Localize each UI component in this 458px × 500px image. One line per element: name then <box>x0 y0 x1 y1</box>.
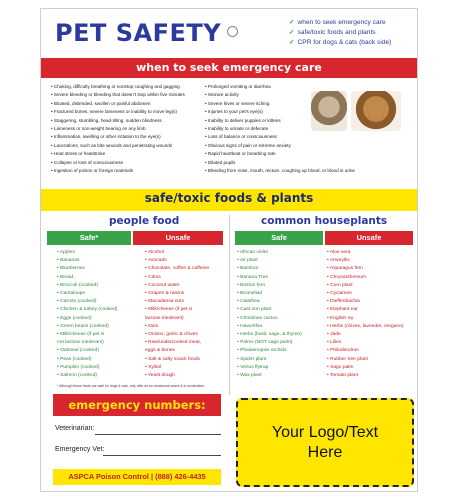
foods-plants-banner: safe/toxic foods & plants <box>41 189 417 211</box>
list-item: • Herbs (basil, sage, & thyme) <box>237 332 302 338</box>
list-item: • Elephant ear <box>327 307 358 313</box>
list-item: • Aloe vera <box>327 250 351 255</box>
plants-safe-list <box>237 249 321 380</box>
list-item: • Nuts <box>145 323 159 329</box>
list-item: • Tomato plant <box>327 373 358 379</box>
list-item: • Blueberries <box>57 266 85 272</box>
list-item: • Choking, difficulty breathing or nonstop coughing and gagging <box>51 84 180 89</box>
list-item: • Fractured bones, severe lameness or inability to move leg(s) <box>51 109 177 115</box>
list-item: • Inability to urinate or defecate <box>205 126 269 132</box>
people-unsafe-list <box>145 249 225 380</box>
list-item: • Salmon (cooked) <box>57 373 98 379</box>
list-item: • Green beans (cooked) <box>57 323 109 329</box>
list-item: • Milk/cheese (if pet is <box>145 307 193 313</box>
list-item: • Bloated, distended, swollen or painful abdomen <box>51 100 151 106</box>
people-food-title: people food <box>109 215 180 227</box>
check-icon: ✓ <box>289 29 295 36</box>
list-item: lactose intolerant) <box>145 315 184 321</box>
list-item: • Venus flytrap <box>237 364 269 370</box>
list-item: • Phalaenopsis orchids <box>237 348 287 354</box>
list-item: • Rubber tree plant <box>327 356 368 362</box>
list-item: • Peas (cooked) <box>57 356 92 362</box>
list-item: • Jade <box>327 332 341 338</box>
list-item: • Chicken & turkey (cooked) <box>57 307 118 313</box>
list-item: • African violet <box>237 250 268 255</box>
list-item: • Milk/cheese (if pet is <box>57 332 105 338</box>
list-item: • Cyclamen <box>327 291 352 297</box>
list-item: • Eggs (cooked) <box>57 315 92 321</box>
list-item: • Bleeding from nose, mouth, rectum, coughing up blood, or blood in urine <box>205 168 355 174</box>
list-item: • Obvious signs of pain or extreme anxiety <box>205 142 291 148</box>
list-item: • Xylitol <box>145 364 162 370</box>
list-item: • Rapid heartbeat or breathing rate <box>205 151 276 157</box>
column-divider <box>229 215 230 395</box>
page-title: PET SAFETY <box>55 19 222 47</box>
list-item: • Chocolate, coffee & caffeine <box>145 266 210 272</box>
list-item: • Severe bleeding or bleeding that doesn't stop within five minutes <box>51 92 185 98</box>
feature-checklist <box>289 18 417 48</box>
list-item: • Banana Tree <box>237 274 269 280</box>
list-item: not lactose intolerant) <box>57 340 104 346</box>
logo-placeholder <box>236 398 414 487</box>
list-item: • Collapse or loss of consciousness <box>51 159 124 165</box>
list-item: • Staggering, stumbling, head-tilting, sudden blindness <box>51 117 162 123</box>
emergency-list-left <box>51 83 199 175</box>
list-item: • Salt & salty snack foods <box>145 356 200 362</box>
emergency-numbers-banner: emergency numbers: <box>53 394 221 416</box>
list-item: • Ingestion of poison or foreign materials <box>51 168 134 174</box>
list-item: • Herbs (chives, lavender, oregano) <box>327 323 404 329</box>
list-item: • Bromeliad <box>237 291 263 297</box>
list-item: • Haworthia <box>237 323 263 329</box>
plants-unsafe-header: Unsafe <box>325 231 413 245</box>
list-item: • Dieffenbachia <box>327 299 360 305</box>
emergency-vet-label: Emergency Vet: <box>55 446 105 453</box>
list-item: • Alcohol <box>145 250 164 255</box>
people-safe-list <box>57 249 133 380</box>
list-item: • Injuries to your pet's eye(s) <box>205 109 263 115</box>
emergency-vet-line <box>103 455 221 456</box>
list-item: • Bamboo <box>237 266 259 272</box>
list-item: • Seizure activity <box>205 92 239 98</box>
people-unsafe-header: Unsafe <box>133 231 223 245</box>
list-item: • Boston fern <box>237 282 266 288</box>
list-item: • Raw/undercooked meat, <box>145 340 202 346</box>
check-icon: ✓ <box>289 39 295 46</box>
list-item: • Dilated pupils <box>205 159 236 165</box>
list-item: • Loss of balance or consciousness <box>205 134 277 140</box>
list-item: • Inability to deliver puppies or kittens <box>205 117 281 123</box>
list-item: • Air plant <box>237 258 258 264</box>
list-item: • Carrots (cooked) <box>57 299 97 305</box>
list-item: • Grapes & raisins <box>145 291 185 297</box>
list-item: • Onions, garlic & chives <box>145 332 198 338</box>
list-item: • Coconut water <box>145 282 180 288</box>
hang-hole <box>227 26 238 37</box>
list-item: • Cantaloupe <box>57 291 86 297</box>
logo-line-1: Your Logo/Text <box>271 423 379 441</box>
check-item: ✓ safe/toxic foods and plants <box>289 29 376 36</box>
cat-photo <box>311 91 347 131</box>
list-item: • Prolonged vomiting or diarrhea <box>205 84 271 89</box>
aspca-poison-control: ASPCA Poison Control | (888) 426-4435 <box>53 469 221 485</box>
check-item: ✓ CPR for dogs & cats (back side) <box>289 39 392 46</box>
list-item: • Amaryllis <box>327 258 350 264</box>
veterinarian-line <box>95 434 221 435</box>
list-item: • Heat stress or heatstroke <box>51 151 106 157</box>
list-item: • Chrysanthemum <box>327 274 366 280</box>
list-item: • Corn plant <box>327 282 353 288</box>
pet-safety-card <box>40 8 418 492</box>
list-item: • Yeast dough <box>145 373 175 379</box>
list-item: • Christmas cactus <box>237 315 278 321</box>
plants-safe-header: Safe <box>235 231 323 245</box>
footnote: * Although these foods are safe for dogs & cats, only offer as an occasional snack & in moderation. <box>57 384 206 388</box>
list-item: • Bread <box>57 274 74 280</box>
list-item: • Severe hives or severe itching <box>205 100 270 106</box>
emergency-care-banner: when to seek emergency care <box>41 58 417 78</box>
list-item: • Inflammation, swelling or other irritation to the eye(s) <box>51 134 161 140</box>
houseplants-title: common houseplants <box>261 215 388 227</box>
list-item: eggs & bones <box>145 348 175 354</box>
list-item: • Pumpkin (cooked) <box>57 364 100 370</box>
list-item: • Palms (NOT sago palm) <box>237 340 293 346</box>
veterinarian-label: Veterinarian: <box>55 425 95 432</box>
list-item: • Macadamia nuts <box>145 299 184 305</box>
list-item: • Asparagus fern <box>327 266 363 272</box>
list-item: • Lacerations, such as bite wounds and penetrating wounds <box>51 142 173 148</box>
logo-line-2: Here <box>307 443 343 461</box>
check-item: ✓ when to seek emergency care <box>289 19 386 26</box>
plants-unsafe-list <box>327 249 413 380</box>
list-item: • Broccoli (cooked) <box>57 282 98 288</box>
list-item: • Lameness or non-weight bearing on any limb <box>51 126 146 132</box>
list-item: • Cast iron plant <box>237 307 272 313</box>
list-item: • Citrus <box>145 274 161 280</box>
list-item: • Bananas <box>57 258 80 264</box>
list-item: • Calathea <box>237 299 260 305</box>
dog-photo <box>351 91 401 131</box>
people-safe-header: Safe* <box>47 231 131 245</box>
list-item: • Philodendron <box>327 348 359 354</box>
list-item: • Sago palm <box>327 364 354 370</box>
list-item: • Wax plant <box>237 373 262 379</box>
check-icon: ✓ <box>289 19 295 26</box>
list-item: • Oatmeal (cooked) <box>57 348 99 354</box>
list-item: • Avocado <box>145 258 167 264</box>
list-item: • Spider plant <box>237 356 267 362</box>
list-item: • English ivy <box>327 315 354 321</box>
list-item: • Lilies <box>327 340 342 346</box>
list-item: • Apples <box>57 250 75 255</box>
